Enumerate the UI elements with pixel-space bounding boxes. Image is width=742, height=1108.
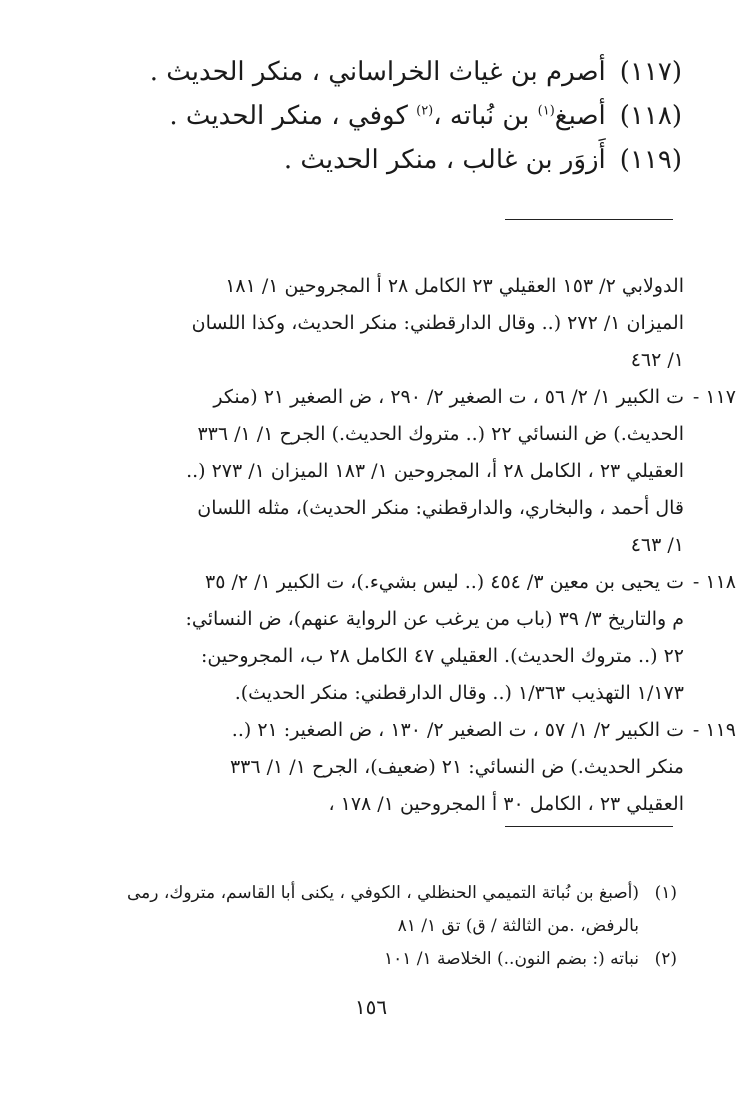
note-line: الدولابي ٢/ ١٥٣ العقيلي ٢٣ الكامل ٢٨ أ المجروحين ١/ ١٨١	[225, 275, 684, 297]
note-117	[90, 379, 736, 564]
entry-text-part: كوفي ، منكر الحديث .	[169, 101, 417, 131]
footnote-line: بالرفض، .من الثالثة / ق) تق ١/ ٨١	[397, 916, 639, 936]
footnote-number: (٢)	[654, 949, 677, 969]
note-line: ت الكبير ٢/ ١/ ٥٧ ، ت الصغير ٢/ ١٣٠ ، ض الصغير: ٢١ (..	[231, 719, 684, 741]
note-line: ت الكبير ١/ ٢/ ٥٦ ، ت الصغير ٢/ ٢٩٠ ، ض الصغير ٢١ (منكر	[213, 386, 684, 408]
entry-text-part: بن نُباته ،	[433, 101, 538, 131]
note-line: الميزان ١/ ٢٧٢ (.. وقال الدارقطني: منكر الحديث، وكذا اللسان	[191, 312, 684, 334]
note-line: العقيلي ٢٣ ، الكامل ٣٠ أ المجروحين ١/ ١٧٨ ،	[328, 793, 684, 815]
entry-119	[60, 138, 682, 182]
narrator-entries	[60, 50, 682, 182]
note-number: ١١٨ -	[692, 571, 736, 593]
entry-number: (١١٩)	[619, 145, 682, 175]
note-line: ١/ ٤٦٣	[630, 534, 684, 556]
footnote-line: نباته (: بضم النون..) الخلاصة ١/ ١٠١	[383, 949, 639, 969]
footnote-1	[60, 877, 677, 943]
entry-number: (١١٧)	[619, 57, 682, 87]
entry-number: (١١٨)	[619, 101, 682, 131]
note-line: الحديث.) ض النسائي ٢٢ (.. متروك الحديث.) الجرح ١/ ١/ ٣٣٦	[197, 423, 684, 445]
note-line: م والتاريخ ٣/ ٣٩ (باب من يرغب عن الرواية عنهم)، ض النسائي:	[185, 608, 684, 630]
note-118	[90, 564, 736, 712]
footnote-separator	[505, 826, 673, 827]
entry-text-part: أصبغ	[554, 101, 606, 131]
note-line: ت يحيى بن معين ٣/ ٤٥٤ (.. ليس بشيء.)، ت الكبير ١/ ٢/ ٣٥	[205, 571, 684, 593]
page-number: ١٥٦	[354, 995, 388, 1019]
note-line: ١/ ٤٦٢	[630, 349, 684, 371]
note-line: ٢٢ (.. متروك الحديث). العقيلي ٤٧ الكامل ٢٨ ب، المجروحين:	[200, 645, 684, 667]
footnote-2	[60, 943, 677, 976]
note-continuation	[90, 268, 684, 379]
note-number: ١١٧ -	[692, 386, 736, 408]
entry-text: أَزوَر بن غالب ، منكر الحديث .	[283, 145, 606, 175]
note-number: ١١٩ -	[692, 719, 736, 741]
note-line: العقيلي ٢٣ ، الكامل ٢٨ أ، المجروحين ١/ ١٨٣ الميزان ١/ ٢٧٣ (..	[186, 460, 684, 482]
footnote-line: (أصبغ بن نُباتة التميمي الحنظلي ، الكوفي ، يكنى أبا القاسم، متروك، رمى	[126, 883, 639, 903]
footnote-marker: (٢)	[416, 103, 434, 119]
entry-117	[60, 50, 682, 94]
footnote-marker: (١)	[537, 103, 555, 119]
commentary-block	[90, 268, 736, 823]
note-line: منكر الحديث.) ض النسائي: ٢١ (ضعيف)، الجرح ١/ ١/ ٣٣٦	[229, 756, 684, 778]
note-line: ١/١٧٣ التهذيب ١/٣٦٣ (.. وقال الدارقطني: منكر الحديث).	[234, 682, 684, 704]
note-119	[90, 712, 736, 823]
separator-rule	[505, 219, 673, 220]
footnotes	[60, 877, 677, 976]
entry-118	[60, 94, 682, 138]
note-line: قال أحمد ، والبخاري، والدارقطني: منكر الحديث)، مثله اللسان	[197, 497, 684, 519]
footnote-number: (١)	[654, 883, 677, 903]
entry-text: أصرم بن غياث الخراساني ، منكر الحديث .	[149, 57, 606, 87]
